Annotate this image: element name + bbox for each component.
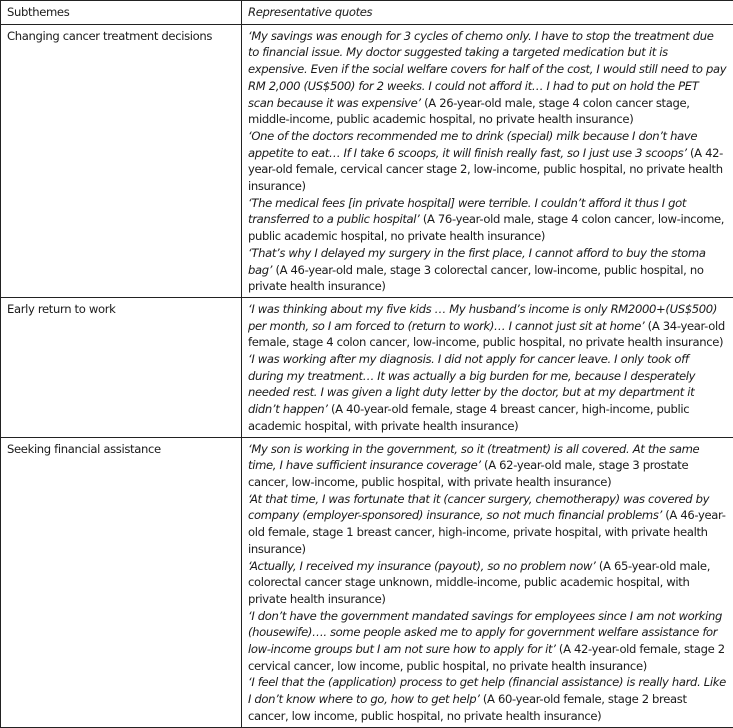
quote-attribution: (A 60-year-old female, stage 2 breast cancer, low income, public hospital, no private health insurance) [248,692,687,723]
quote-entry [248,674,727,724]
quote-text: ‘I don’t have the government mandated savings for employees since I am not working (housewife)…. some people asked me to apply for government welfare assistance for low-income groups but I am not sure how to apply for it’ [248,609,722,656]
quote-entry [248,351,727,435]
quote-attribution: (A 65-year-old male, colorectal cancer stage unknown, middle-income, public academic hospital, with private health insurance) [248,559,710,606]
quote-text: ‘That’s why I delayed my surgery in the first place, I cannot afford to buy the stoma bag’ [248,246,706,277]
quote-text: ‘Actually, I received my insurance (payout), so no problem now’ [248,559,596,573]
header-subthemes: Subthemes [1,1,242,25]
quote-entry [248,28,727,128]
quote-entry [248,128,727,195]
subtheme-cell: Seeking financial assistance [1,437,242,727]
quote-text: ‘I was thinking about my five kids … My husband’s income is only RM2000+(US$500) per month, so I am forced to (return to work)… I cannot just sit at home’ [248,302,717,333]
table-header-row [1,1,733,25]
quote-text: ‘I was working after my diagnosis. I did not apply for cancer leave. I only took off during my treatment… It was actually a big burden for me, because I desperately needed rest. I was given a light duty letter by the doctor, but at my department it didn’t happen’ [248,352,695,416]
quote-attribution: (A 40-year-old female, stage 4 breast cancer, high-income, public academic hospital, with private health insurance) [248,402,689,433]
quote-text: ‘My son is working in the government, so it (treatment) is all covered. At the same time, I have sufficient insurance coverage’ [248,442,699,473]
quote-text: ‘At that time, I was fortunate that it (cancer surgery, chemotherapy) was covered by company (employer-sponsored) insurance, so not much financial problems’ [248,492,709,523]
quote-text: ‘My savings was enough for 3 cycles of chemo only. I have to stop the treatment due to financial issue. My doctor suggested taking a targeted medication but it is expensive. Even if the social welfare covers for half of the cost, I would still need to pay RM 2,000 (US$500) for 2 weeks. I could not afford it… I had to put on hold the PET scan because it was expensive’ [248,29,726,110]
quote-entry [248,491,727,558]
quote-attribution: (A 46-year-old male, stage 3 colorectal cancer, low-income, public hospital, no private health insurance) [248,263,704,294]
quote-attribution: (A 42-year-old female, stage 2 cervical cancer, low income, public hospital, no private health insurance) [248,642,725,673]
quote-entry [248,301,727,351]
quotes-cell [242,297,733,437]
subtheme-cell: Changing cancer treatment decisions [1,24,242,297]
quote-entry [248,441,727,491]
quote-attribution: (A 46-year-old female, stage 1 breast cancer, high-income, private hospital, with private health insurance) [248,508,726,555]
quote-attribution: (A 42-year-old female, cervical cancer stage 2, low-income, public hospital, no private health insurance) [248,146,723,193]
quotes-cell [242,437,733,727]
quote-attribution: (A 62-year-old male, stage 3 prostate cancer, low-income, public hospital, with private health insurance) [248,458,688,489]
table-row [1,437,733,727]
quotes-cell [242,24,733,297]
header-representative-quotes: Representative quotes [242,1,733,25]
quote-entry [248,558,727,608]
quote-text: ‘I feel that the (application) process to get help (financial assistance) is really hard. Like I don’t know where to go, how to get help’ [248,675,726,706]
quote-text: ‘The medical fees [in private hospital] were terrible. I couldn’t afford it thus I got transferred to a public hospital’ [248,196,686,227]
subtheme-cell: Early return to work [1,297,242,437]
quote-attribution: (A 76-year-old male, stage 4 colon cancer, low-income, public academic hospital, no private health insurance) [248,212,724,243]
table-row [1,297,733,437]
quote-entry [248,245,727,295]
quote-attribution: (A 34-year-old female, stage 4 colon cancer, low-income, public hospital, no private health insurance) [248,319,725,350]
quote-attribution: (A 26-year-old male, stage 4 colon cancer stage, middle-income, public academic hospital, no private health insurance) [248,96,690,127]
quote-entry [248,195,727,245]
quote-text: ‘One of the doctors recommended me to drink (special) milk because I don’t have appetite to eat… If I take 6 scoops, it will finish really fast, so I just use 3 scoops’ [248,129,697,160]
quote-entry [248,608,727,675]
table-row [1,24,733,297]
